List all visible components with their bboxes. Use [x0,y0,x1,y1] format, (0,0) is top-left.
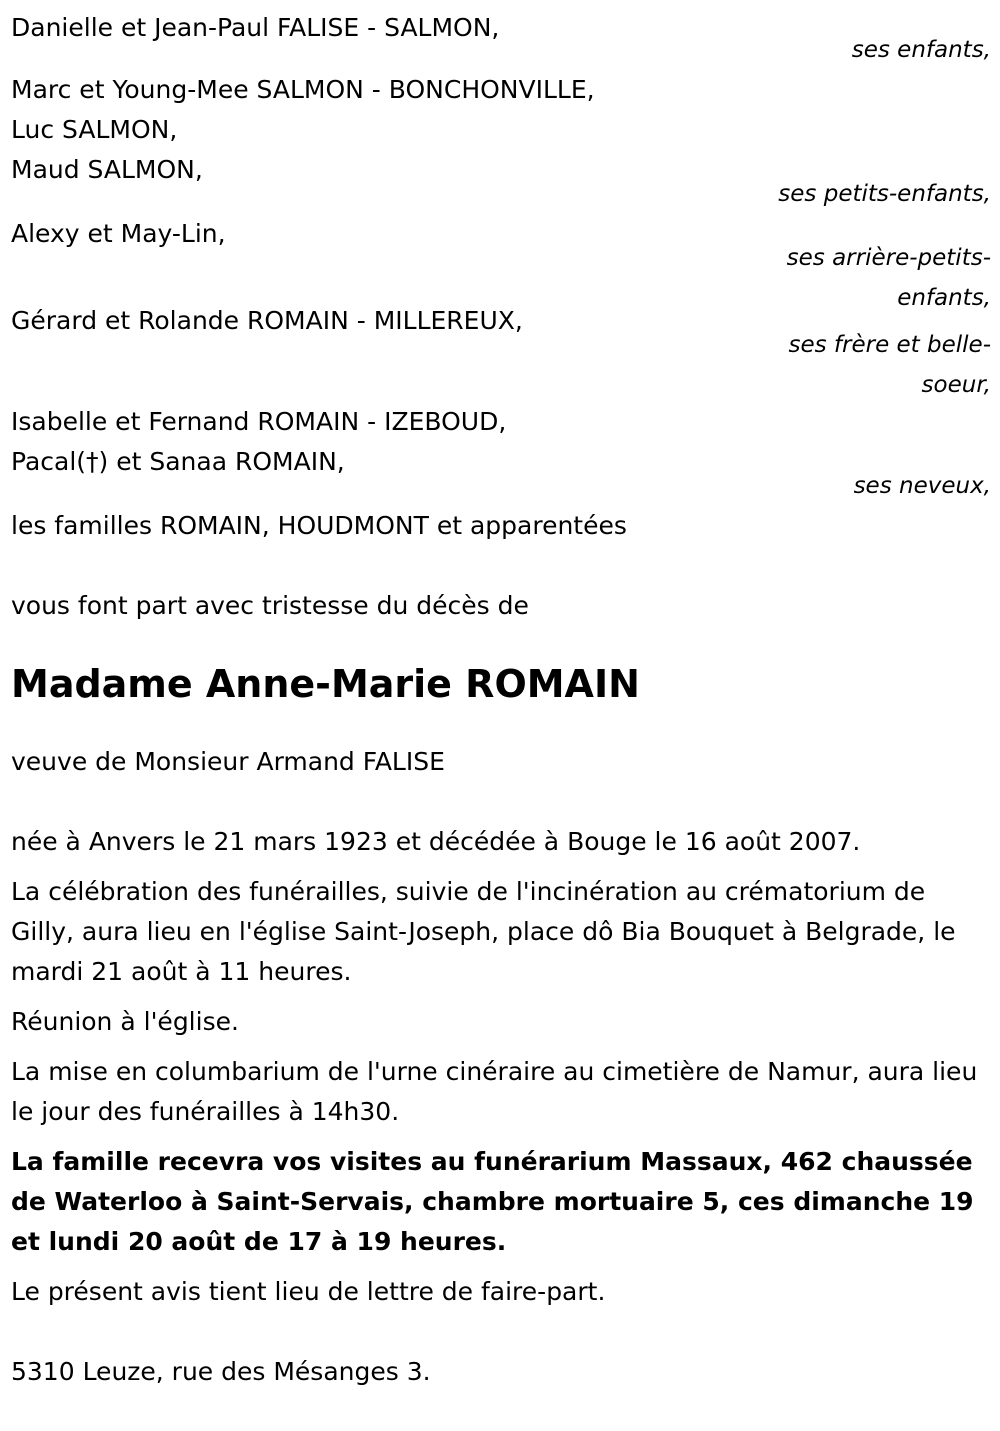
address-text: 5310 Leuze, rue des Mésanges 3. [11,1357,431,1386]
notice-text: Le présent avis tient lieu de lettre de faire-part. [11,1277,606,1306]
deceased-name: Madame Anne-Marie ROMAIN [11,662,640,706]
nephews-role: ses neveux, [853,473,991,499]
siblings-names: Gérard et Rolande ROMAIN - MILLEREUX, [11,306,523,335]
grandchild-name-2: Luc SALMON, [11,115,178,144]
families-line: les familles ROMAIN, HOUDMONT et apparentées [11,511,627,540]
great-grandchildren-role-line-1: ses arrière-petits- [786,245,991,271]
family-section [11,8,991,546]
children-role: ses enfants, [851,37,991,63]
great-grandchildren-names: Alexy et May-Lin, [11,219,226,248]
intro-text: vous font part avec tristesse du décès de [11,591,529,620]
ceremony-paragraph: La célébration des funérailles, suivie de l'incinération au crématorium de Gilly, aura lieu en l'église Saint-Joseph, place dô Bia Bouquet à Belgrade, le mardi 21 août à 11 heures. [11,877,956,986]
nephew-name-1: Isabelle et Fernand ROMAIN - IZEBOUD, [11,407,507,436]
columbarium-paragraph: La mise en columbarium de l'urne cinéraire au cimetière de Namur, aura lieu le jour des funérailles à 14h30. [11,1057,978,1126]
siblings-role-line-1: ses frère et belle- [788,332,991,358]
birth-death-text: née à Anvers le 21 mars 1923 et décédée à Bouge le 16 août 2007. [11,827,861,856]
siblings-role-line-2: soeur, [921,372,991,398]
obituary-document [11,8,991,1392]
grandchildren-role: ses petits-enfants, [778,181,991,207]
meeting-text: Réunion à l'église. [11,1007,239,1036]
nephew-name-2: Pacal(†) et Sanaa ROMAIN, [11,447,345,476]
grandchild-name-3: Maud SALMON, [11,155,203,184]
widow-of-text: veuve de Monsieur Armand FALISE [11,747,445,776]
great-grandchildren-role-line-2: enfants, [897,285,991,311]
visits-paragraph: La famille recevra vos visites au funérarium Massaux, 462 chaussée de Waterloo à Saint-Servais, chambre mortuaire 5, ces dimanche 19 et lundi 20 août de 17 à 19 heures. [11,1147,974,1256]
children-names: Danielle et Jean-Paul FALISE - SALMON, [11,13,500,42]
grandchild-name-1: Marc et Young-Mee SALMON - BONCHONVILLE, [11,75,595,104]
